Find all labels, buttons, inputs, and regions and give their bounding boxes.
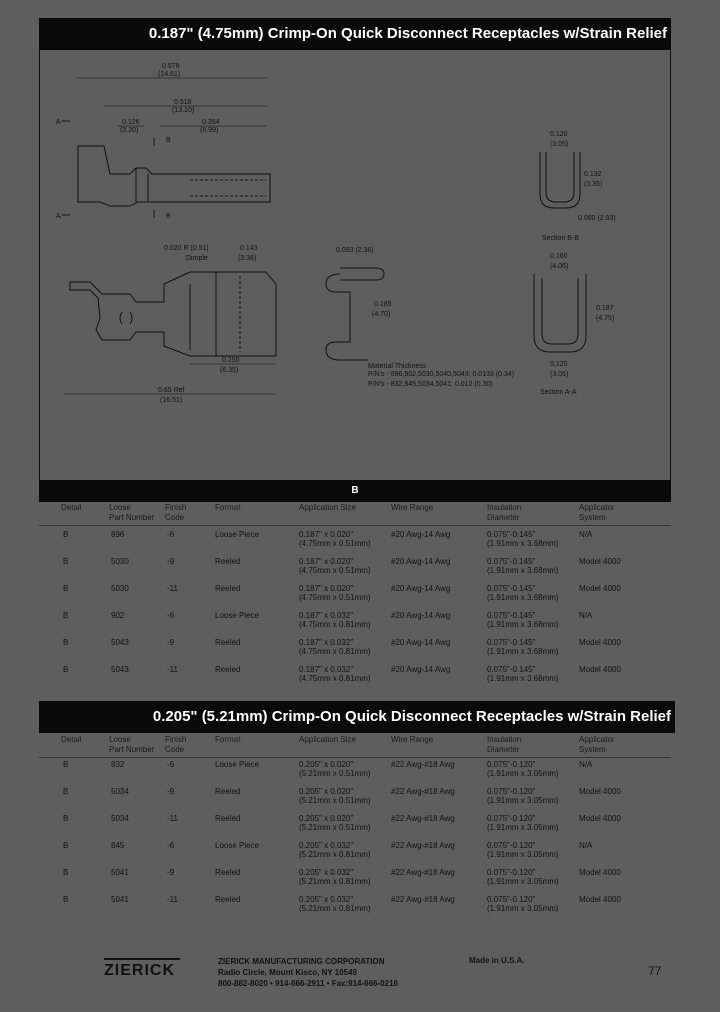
cell-app1: 0.205" x 0.020"	[299, 760, 354, 769]
cell-detail: B	[63, 611, 69, 620]
cell-app1: 0.187" x 0.020"	[299, 584, 354, 593]
hdr-system: System	[579, 745, 606, 754]
cell-part: 845	[111, 841, 125, 850]
cell-part: 896	[111, 530, 125, 539]
hdr-loose: Loose	[109, 735, 131, 744]
dim-250-text: 0.250	[222, 357, 240, 364]
cell-wire: #20 Awg-14 Awg	[391, 584, 451, 593]
cell-app1: 0.205" x 0.020"	[299, 787, 354, 796]
hdr-code: Code	[165, 745, 185, 754]
dim-65-mm-text: (16.51)	[160, 397, 183, 404]
dim-126-mm-text: (3.20)	[120, 127, 139, 134]
cell-part: 902	[111, 611, 125, 620]
cell-detail: B	[63, 530, 69, 539]
hdr-app-size: Application Size	[299, 503, 356, 512]
material-line1: P/N's - 896,902,5030,5040,5043: 0.0133 (0.34)	[368, 371, 515, 378]
cell-applicator: Model 4000	[579, 665, 621, 674]
label-b-top: B	[166, 137, 171, 144]
bb-dim-120-mm: (3.05)	[550, 141, 569, 148]
cell-finish: -9	[167, 638, 175, 647]
bb-dim-080: 0.080 (2.03)	[578, 215, 616, 222]
bb-dim-132-mm: (3.35)	[584, 181, 603, 188]
hdr-detail: Detail	[61, 503, 82, 512]
hdr-insulation: Insulation	[487, 503, 522, 512]
cell-ins1: 0.075"-0.145"	[487, 611, 536, 620]
aa-dim-187-mm: (4.75)	[596, 315, 615, 322]
aa-dim-120: 0.120	[550, 361, 568, 368]
cell-format: Loose Piece	[215, 611, 260, 620]
cell-finish: -6	[167, 611, 175, 620]
cell-detail: B	[63, 841, 69, 850]
cell-format: Loose Piece	[215, 760, 260, 769]
company-phone: 800-882-8020 • 914-666-2911 • Fax:914-666-0216	[218, 979, 398, 988]
cell-format: Reeled	[215, 584, 241, 593]
cell-applicator: N/A	[579, 841, 593, 850]
section-aa-shape	[534, 274, 586, 352]
cell-ins1: 0.075"-0.145"	[487, 530, 536, 539]
cell-format: Loose Piece	[215, 841, 260, 850]
cell-finish: -9	[167, 787, 175, 796]
cell-app1: 0.205" x 0.032"	[299, 841, 354, 850]
cell-app2: (5.21mm x 0.51mm)	[299, 769, 371, 778]
cell-app1: 0.187" x 0.020"	[299, 557, 354, 566]
cell-part: 832	[111, 760, 125, 769]
cell-format: Loose Piece	[215, 530, 260, 539]
hdr-wire: Wire Range	[391, 503, 434, 512]
hdr-part-number: Part Number	[109, 513, 155, 522]
cell-wire: #22 Awg-#18 Awg	[391, 760, 455, 769]
hdr-wire: Wire Range	[391, 735, 434, 744]
footer	[0, 950, 720, 1010]
cell-ins1: 0.075"-0.120"	[487, 868, 536, 877]
hdr-app-size: Application Size	[299, 735, 356, 744]
label-b-bottom: B	[166, 213, 171, 220]
dim-185-text: 0.185	[374, 301, 392, 308]
cell-part: 5041	[111, 895, 129, 904]
section-bb-label: Section B-B	[542, 235, 579, 242]
cell-finish: -6	[167, 530, 175, 539]
cell-app2: (5.21mm x 0.51mm)	[299, 823, 371, 832]
table2-divider	[39, 757, 671, 758]
dim-516-mm-text: (13.10)	[172, 107, 195, 114]
cell-detail: B	[63, 638, 69, 647]
hdr-insulation: Insulation	[487, 735, 522, 744]
aa-dim-160: 0.160	[550, 253, 568, 260]
aa-dim-160-mm: (4.06)	[550, 263, 569, 270]
cell-ins1: 0.075"-0.145"	[487, 665, 536, 674]
cell-finish: -11	[167, 814, 178, 823]
cell-wire: #22 Awg-#18 Awg	[391, 895, 455, 904]
crimp-label-text: Dimple	[186, 255, 208, 262]
label-a-bottom: A	[56, 213, 61, 220]
hdr-applicator: Applicator	[579, 735, 615, 744]
cell-ins1: 0.075"-0.145"	[487, 584, 536, 593]
cell-detail: B	[63, 557, 69, 566]
cell-detail: B	[63, 787, 69, 796]
material-line2: P/N's - 832,845,5034,5041: 0.012 (0.30)	[368, 381, 493, 388]
hdr-format: Format	[215, 503, 241, 512]
cell-format: Reeled	[215, 895, 241, 904]
cell-ins2: (1.91mm x 3.68mm)	[487, 566, 559, 575]
cell-applicator: N/A	[579, 530, 593, 539]
cell-ins2: (1.91mm x 3.68mm)	[487, 620, 559, 629]
cell-format: Reeled	[215, 665, 241, 674]
cell-finish: -6	[167, 760, 175, 769]
cell-applicator: Model 4000	[579, 584, 621, 593]
label-a-top: A	[56, 119, 61, 126]
dim-354-mm-text: (8.99)	[200, 127, 219, 134]
cell-detail: B	[63, 895, 69, 904]
cell-applicator: N/A	[579, 611, 593, 620]
hdr-system: System	[579, 513, 606, 522]
cell-applicator: N/A	[579, 760, 593, 769]
company-address: Radio Circle, Mount Kisco, NY 10549	[218, 968, 358, 977]
cell-wire: #22 Awg-#18 Awg	[391, 841, 455, 850]
dim-093-text: 0.093 (2.36)	[336, 247, 374, 254]
cell-part: 5030	[111, 557, 129, 566]
hdr-loose: Loose	[109, 503, 131, 512]
cell-ins2: (1.91mm x 3.05mm)	[487, 877, 559, 886]
cell-ins2: (1.91mm x 3.68mm)	[487, 674, 559, 683]
dim-overall-mm-text: (14.61)	[158, 71, 181, 78]
cell-wire: #20 Awg-14 Awg	[391, 611, 451, 620]
dim-250-mm-text: (6.35)	[220, 367, 239, 374]
cell-app2: (5.21mm x 0.51mm)	[299, 796, 371, 805]
cell-detail: B	[63, 665, 69, 674]
cell-part: 5043	[111, 665, 129, 674]
cell-ins1: 0.075"-0.145"	[487, 638, 536, 647]
section2-table	[39, 733, 671, 933]
technical-drawing	[39, 50, 671, 480]
zierick-logo: ZIERICK	[104, 962, 175, 979]
page-number: 77	[648, 964, 662, 978]
cell-format: Reeled	[215, 787, 241, 796]
cell-ins1: 0.075"-0.120"	[487, 760, 536, 769]
cell-finish: -6	[167, 841, 175, 850]
company-address-block	[218, 956, 398, 989]
cell-applicator: Model 4000	[579, 557, 621, 566]
cell-app2: (4.75mm x 0.51mm)	[299, 539, 371, 548]
cell-ins1: 0.075"-0.120"	[487, 841, 536, 850]
dim-143-text: 0.143	[240, 245, 258, 252]
cell-format: Reeled	[215, 557, 241, 566]
cell-app2: (4.75mm x 0.51mm)	[299, 566, 371, 575]
table1-divider	[39, 525, 671, 526]
cell-app2: (5.21mm x 0.81mm)	[299, 850, 371, 859]
cell-format: Reeled	[215, 638, 241, 647]
cell-format: Reeled	[215, 814, 241, 823]
cell-detail: B	[63, 760, 69, 769]
hdr-part-number: Part Number	[109, 745, 155, 754]
cell-app1: 0.205" x 0.032"	[299, 868, 354, 877]
cell-app1: 0.187" x 0.032"	[299, 638, 354, 647]
cell-finish: -11	[167, 895, 178, 904]
top-view-outline	[70, 272, 276, 356]
cell-ins1: 0.075"-0.120"	[487, 814, 536, 823]
cell-applicator: Model 4000	[579, 638, 621, 647]
cell-detail: B	[63, 584, 69, 593]
cell-ins2: (1.91mm x 3.05mm)	[487, 796, 559, 805]
cell-ins2: (1.91mm x 3.05mm)	[487, 769, 559, 778]
made-in-usa: Made in U.S.A.	[469, 956, 525, 965]
cell-app2: (4.75mm x 0.51mm)	[299, 593, 371, 602]
dim-143-mm-text: (3.36)	[238, 255, 257, 262]
cell-finish: -11	[167, 584, 178, 593]
bb-dim-120: 0.120	[550, 131, 568, 138]
hdr-applicator: Applicator	[579, 503, 615, 512]
cell-app1: 0.205" x 0.032"	[299, 895, 354, 904]
material-title: Material Thickness	[368, 363, 427, 370]
dim-516-text: 0.516	[174, 99, 192, 106]
table1-bar: B	[39, 480, 671, 502]
cell-app2: (4.75mm x 0.81mm)	[299, 620, 371, 629]
cell-ins2: (1.91mm x 3.68mm)	[487, 647, 559, 656]
cell-app1: 0.205" x 0.020"	[299, 814, 354, 823]
hdr-finish: Finish	[165, 735, 187, 744]
cell-part: 5043	[111, 638, 129, 647]
cell-wire: #20 Awg-14 Awg	[391, 530, 451, 539]
cell-part: 5034	[111, 814, 129, 823]
cell-part: 5034	[111, 787, 129, 796]
cell-applicator: Model 4000	[579, 787, 621, 796]
cell-finish: -11	[167, 665, 178, 674]
bb-dim-132: 0.132	[584, 171, 602, 178]
dim-126-text: 0.126	[122, 119, 140, 126]
cell-ins2: (1.91mm x 3.05mm)	[487, 850, 559, 859]
cell-app2: (5.21mm x 0.81mm)	[299, 904, 371, 913]
cell-app2: (4.75mm x 0.81mm)	[299, 674, 371, 683]
hdr-diameter: Diameter	[487, 745, 520, 754]
cell-ins2: (1.91mm x 3.68mm)	[487, 593, 559, 602]
cell-app2: (5.21mm x 0.81mm)	[299, 877, 371, 886]
cell-applicator: Model 4000	[579, 895, 621, 904]
section1-title: 0.187" (4.75mm) Crimp-On Quick Disconnect Receptacles w/Strain Relief	[39, 18, 671, 50]
hdr-code: Code	[165, 513, 185, 522]
section-bb-shape	[540, 152, 580, 208]
dim-185-mm-text: (4.70)	[372, 311, 391, 318]
cell-part: 5041	[111, 868, 129, 877]
section1-table	[39, 480, 671, 695]
cell-finish: -9	[167, 557, 175, 566]
cell-wire: #22 Awg-#18 Awg	[391, 868, 455, 877]
cell-part: 5030	[111, 584, 129, 593]
aa-dim-187: 0.187	[596, 305, 614, 312]
cell-ins2: (1.91mm x 3.05mm)	[487, 904, 559, 913]
cell-detail: B	[63, 814, 69, 823]
dim-crimp-text: 0.020 R (0.51)	[164, 245, 209, 252]
dim-overall-text: 0.578	[162, 63, 180, 70]
cell-finish: -9	[167, 868, 175, 877]
cell-wire: #20 Awg-14 Awg	[391, 665, 451, 674]
cell-detail: B	[63, 868, 69, 877]
cell-ins1: 0.075"-0.120"	[487, 787, 536, 796]
cell-app1: 0.187" x 0.032"	[299, 665, 354, 674]
cell-wire: #22 Awg-#18 Awg	[391, 814, 455, 823]
side-view-outline	[78, 146, 270, 206]
hdr-detail: Detail	[61, 735, 82, 744]
hdr-diameter: Diameter	[487, 513, 520, 522]
cell-app2: (4.75mm x 0.81mm)	[299, 647, 371, 656]
cell-app1: 0.187" x 0.020"	[299, 530, 354, 539]
hdr-format: Format	[215, 735, 241, 744]
cell-ins1: 0.075"-0.145"	[487, 557, 536, 566]
dim-354-text: 0.354	[202, 119, 220, 126]
cell-ins1: 0.075"-0.120"	[487, 895, 536, 904]
drawing-svg	[40, 50, 672, 480]
cell-applicator: Model 4000	[579, 868, 621, 877]
cell-wire: #22 Awg-#18 Awg	[391, 787, 455, 796]
hdr-finish: Finish	[165, 503, 187, 512]
cell-wire: #20 Awg-14 Awg	[391, 557, 451, 566]
cell-applicator: Model 4000	[579, 814, 621, 823]
cell-wire: #20 Awg-14 Awg	[391, 638, 451, 647]
top-view-slot	[120, 312, 132, 324]
dim-65-text: 0.65 Ref	[158, 387, 185, 394]
cell-format: Reeled	[215, 868, 241, 877]
cell-app1: 0.187" x 0.032"	[299, 611, 354, 620]
section-aa-label: Section A-A	[540, 389, 577, 396]
company-name: ZIERICK MANUFACTURING CORPORATION	[218, 957, 385, 966]
aa-dim-120-mm: (3.05)	[550, 371, 569, 378]
cell-ins2: (1.91mm x 3.05mm)	[487, 823, 559, 832]
section2-title: 0.205" (5.21mm) Crimp-On Quick Disconnect Receptacles w/Strain Relief	[39, 701, 675, 733]
cell-ins2: (1.91mm x 3.68mm)	[487, 539, 559, 548]
